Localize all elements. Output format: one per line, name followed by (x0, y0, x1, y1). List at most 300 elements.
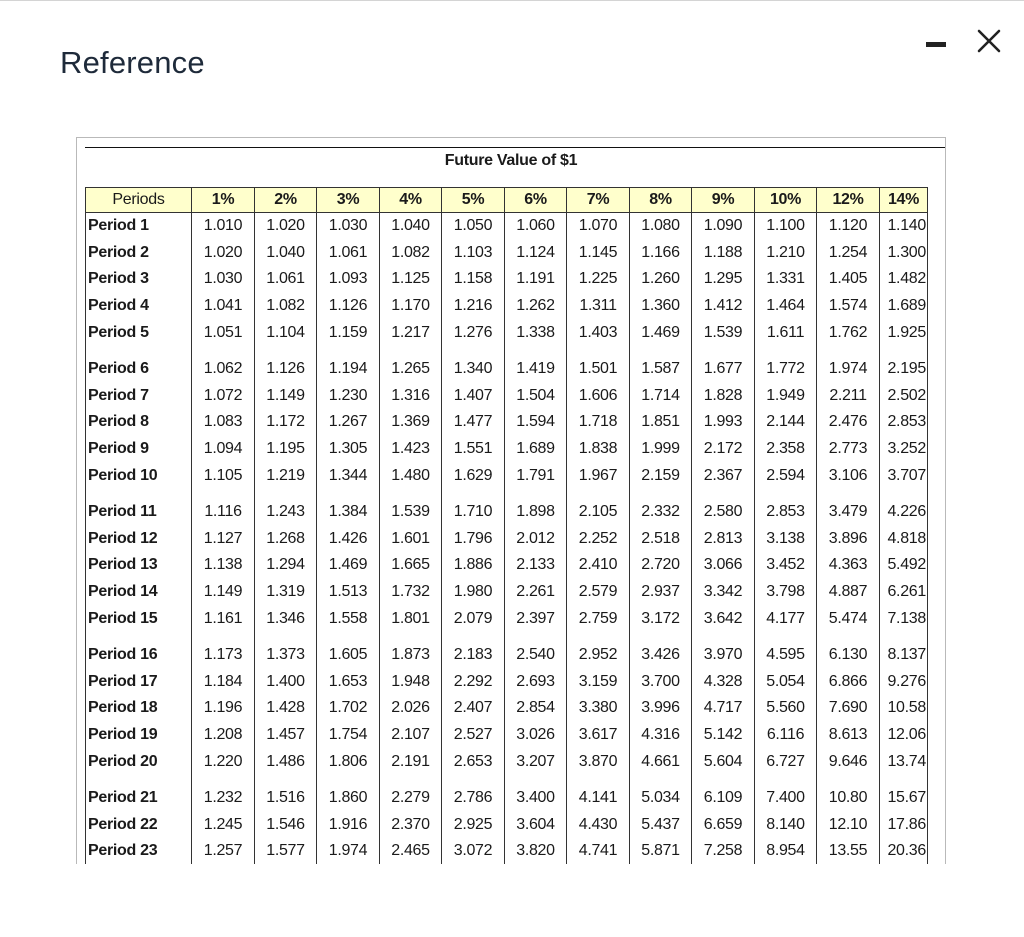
table-cell: 1.184 (192, 669, 255, 696)
table-cell: 8.137 (880, 642, 928, 669)
table-cell: 3.026 (505, 722, 567, 749)
table-cell: 2.261 (505, 579, 567, 606)
table-cell: 2.476 (817, 409, 880, 436)
table-cell: 2.813 (692, 526, 755, 553)
table-cell: 1.295 (692, 266, 755, 293)
table-cell: 1.486 (255, 748, 317, 775)
close-button[interactable] (971, 23, 1007, 59)
table-cell: 15.67 (880, 785, 928, 812)
table-cell: 1.030 (192, 266, 255, 293)
table-cell: 1.267 (317, 409, 380, 436)
table-cell: 1.030 (317, 213, 380, 240)
table-cell: 1.999 (630, 436, 692, 463)
table-cell: 3.798 (755, 579, 817, 606)
table-cell: 1.546 (255, 811, 317, 838)
table-cell: 3.138 (755, 526, 817, 553)
table-cell: 1.718 (567, 409, 630, 436)
table-cell: 1.173 (192, 642, 255, 669)
table-cell: 2.925 (442, 811, 505, 838)
table-cell: 1.093 (317, 266, 380, 293)
table-cell: 1.140 (880, 213, 928, 240)
table-cell: 1.423 (380, 436, 442, 463)
table-cell: 12.10 (817, 811, 880, 838)
rate-header: 12% (817, 188, 880, 213)
table-cell: 1.558 (317, 605, 380, 632)
table-cell: 2.292 (442, 669, 505, 696)
table-row (86, 436, 928, 463)
table-cell: 3.207 (505, 748, 567, 775)
table-row (86, 266, 928, 293)
table-cell: 2.786 (442, 785, 505, 812)
table-cell: 1.294 (255, 552, 317, 579)
table-cell: 1.161 (192, 605, 255, 632)
table-cell: 3.426 (630, 642, 692, 669)
table-cell: 10.58 (880, 695, 928, 722)
table-cell: 8.954 (755, 838, 817, 864)
period-label: Period 12 (86, 526, 192, 553)
minimize-button[interactable] (918, 23, 954, 59)
table-cell: 3.479 (817, 499, 880, 526)
reference-image-frame[interactable] (76, 137, 946, 864)
rate-header: 1% (192, 188, 255, 213)
table-cell: 2.370 (380, 811, 442, 838)
table-cell: 1.577 (255, 838, 317, 864)
table-cell: 7.258 (692, 838, 755, 864)
table-cell: 5.437 (630, 811, 692, 838)
table-cell: 2.518 (630, 526, 692, 553)
table-row (86, 552, 928, 579)
table-cell: 1.949 (755, 383, 817, 410)
table-cell: 1.539 (692, 319, 755, 346)
table-cell: 8.140 (755, 811, 817, 838)
table-row (86, 240, 928, 267)
table-cell: 2.853 (755, 499, 817, 526)
table-cell: 3.106 (817, 462, 880, 489)
table-cell: 1.513 (317, 579, 380, 606)
table-cell: 1.126 (317, 293, 380, 320)
table-cell: 6.866 (817, 669, 880, 696)
group-spacer (86, 346, 928, 356)
table-cell: 7.400 (755, 785, 817, 812)
table-cell: 4.818 (880, 526, 928, 553)
table-cell: 1.100 (755, 213, 817, 240)
table-cell: 1.801 (380, 605, 442, 632)
table-cell: 1.061 (255, 266, 317, 293)
table-cell: 1.551 (442, 436, 505, 463)
table-cell: 2.854 (505, 695, 567, 722)
table-top-rule (85, 147, 945, 148)
table-cell: 1.925 (880, 319, 928, 346)
period-label: Period 3 (86, 266, 192, 293)
table-cell: 2.012 (505, 526, 567, 553)
table-cell: 1.316 (380, 383, 442, 410)
table-cell: 2.502 (880, 383, 928, 410)
table-cell: 4.595 (755, 642, 817, 669)
period-label: Period 23 (86, 838, 192, 864)
table-cell: 1.948 (380, 669, 442, 696)
table-title: Future Value of $1 (444, 152, 578, 169)
table-cell: 2.580 (692, 499, 755, 526)
table-header-row (86, 188, 928, 213)
table-cell: 1.191 (505, 266, 567, 293)
table-row (86, 409, 928, 436)
table-row (86, 748, 928, 775)
period-label: Period 7 (86, 383, 192, 410)
period-label: Period 21 (86, 785, 192, 812)
table-cell: 6.659 (692, 811, 755, 838)
table-cell: 1.419 (505, 356, 567, 383)
table-cell: 1.051 (192, 319, 255, 346)
table-cell: 2.465 (380, 838, 442, 864)
period-label: Period 18 (86, 695, 192, 722)
table-row (86, 356, 928, 383)
table-cell: 2.952 (567, 642, 630, 669)
table-cell: 4.177 (755, 605, 817, 632)
table-cell: 20.36 (880, 838, 928, 864)
table-cell: 2.527 (442, 722, 505, 749)
table-cell: 2.720 (630, 552, 692, 579)
table-cell: 1.083 (192, 409, 255, 436)
table-cell: 1.974 (817, 356, 880, 383)
table-cell: 2.358 (755, 436, 817, 463)
table-cell: 1.104 (255, 319, 317, 346)
table-row (86, 695, 928, 722)
table-cell: 13.55 (817, 838, 880, 864)
table-cell: 2.105 (567, 499, 630, 526)
close-icon (977, 29, 1001, 53)
table-row (86, 811, 928, 838)
table-cell: 1.138 (192, 552, 255, 579)
period-label: Period 15 (86, 605, 192, 632)
table-cell: 2.579 (567, 579, 630, 606)
table-cell: 5.492 (880, 552, 928, 579)
table-row (86, 383, 928, 410)
table-cell: 1.217 (380, 319, 442, 346)
period-label: Period 11 (86, 499, 192, 526)
table-cell: 1.094 (192, 436, 255, 463)
table-cell: 2.853 (880, 409, 928, 436)
table-cell: 1.980 (442, 579, 505, 606)
table-cell: 1.220 (192, 748, 255, 775)
table-cell: 1.311 (567, 293, 630, 320)
period-label: Period 5 (86, 319, 192, 346)
table-cell: 2.693 (505, 669, 567, 696)
table-cell: 1.225 (567, 266, 630, 293)
table-cell: 5.054 (755, 669, 817, 696)
table-cell: 2.133 (505, 552, 567, 579)
table-cell: 1.124 (505, 240, 567, 267)
table-cell: 2.079 (442, 605, 505, 632)
table-cell: 1.407 (442, 383, 505, 410)
table-cell: 1.916 (317, 811, 380, 838)
table-cell: 1.594 (505, 409, 567, 436)
rate-header: 6% (505, 188, 567, 213)
table-cell: 1.665 (380, 552, 442, 579)
table-cell: 1.873 (380, 642, 442, 669)
table-cell: 4.226 (880, 499, 928, 526)
table-cell: 3.642 (692, 605, 755, 632)
table-cell: 4.430 (567, 811, 630, 838)
table-cell: 1.714 (630, 383, 692, 410)
rate-header: 9% (692, 188, 755, 213)
table-row (86, 319, 928, 346)
table-cell: 2.279 (380, 785, 442, 812)
table-cell: 1.159 (317, 319, 380, 346)
table-cell: 3.996 (630, 695, 692, 722)
table-cell: 1.040 (255, 240, 317, 267)
table-cell: 1.574 (817, 293, 880, 320)
table-cell: 10.80 (817, 785, 880, 812)
table-cell: 1.195 (255, 436, 317, 463)
table-cell: 1.860 (317, 785, 380, 812)
table-cell: 8.613 (817, 722, 880, 749)
table-row (86, 213, 928, 240)
table-row (86, 838, 928, 864)
period-label: Period 16 (86, 642, 192, 669)
table-cell: 6.261 (880, 579, 928, 606)
table-cell: 2.937 (630, 579, 692, 606)
table-cell: 1.125 (380, 266, 442, 293)
table-cell: 1.611 (755, 319, 817, 346)
table-cell: 1.710 (442, 499, 505, 526)
table-cell: 1.305 (317, 436, 380, 463)
table-cell: 1.070 (567, 213, 630, 240)
rate-header: 10% (755, 188, 817, 213)
table-cell: 2.773 (817, 436, 880, 463)
table-cell: 5.474 (817, 605, 880, 632)
group-spacer (86, 489, 928, 499)
table-cell: 2.026 (380, 695, 442, 722)
table-cell: 1.210 (755, 240, 817, 267)
table-cell: 2.191 (380, 748, 442, 775)
minimize-icon (926, 42, 946, 47)
table-cell: 1.149 (192, 579, 255, 606)
table-cell: 2.540 (505, 642, 567, 669)
table-cell: 6.727 (755, 748, 817, 775)
table-cell: 2.159 (630, 462, 692, 489)
table-cell: 4.717 (692, 695, 755, 722)
table-cell: 17.86 (880, 811, 928, 838)
table-cell: 1.061 (317, 240, 380, 267)
table-cell: 1.216 (442, 293, 505, 320)
table-cell: 1.677 (692, 356, 755, 383)
table-cell: 1.103 (442, 240, 505, 267)
table-cell: 6.109 (692, 785, 755, 812)
group-spacer (86, 775, 928, 785)
table-cell: 2.367 (692, 462, 755, 489)
table-row (86, 642, 928, 669)
table-cell: 1.851 (630, 409, 692, 436)
table-row (86, 462, 928, 489)
table-cell: 2.407 (442, 695, 505, 722)
table-cell: 7.138 (880, 605, 928, 632)
table-cell: 9.646 (817, 748, 880, 775)
table-cell: 1.344 (317, 462, 380, 489)
table-cell: 3.342 (692, 579, 755, 606)
table-cell: 1.219 (255, 462, 317, 489)
table-cell: 1.082 (380, 240, 442, 267)
period-label: Period 6 (86, 356, 192, 383)
table-cell: 1.806 (317, 748, 380, 775)
table-cell: 1.477 (442, 409, 505, 436)
table-cell: 1.967 (567, 462, 630, 489)
table-cell: 2.144 (755, 409, 817, 436)
table-cell: 1.384 (317, 499, 380, 526)
table-cell: 1.605 (317, 642, 380, 669)
table-cell: 1.020 (192, 240, 255, 267)
table-cell: 1.501 (567, 356, 630, 383)
table-cell: 4.741 (567, 838, 630, 864)
table-cell: 2.211 (817, 383, 880, 410)
table-row (86, 499, 928, 526)
table-cell: 1.469 (630, 319, 692, 346)
table-cell: 1.172 (255, 409, 317, 436)
table-cell: 2.183 (442, 642, 505, 669)
period-label: Period 4 (86, 293, 192, 320)
periods-header: Periods (86, 188, 192, 213)
table-cell: 1.796 (442, 526, 505, 553)
table-cell: 1.010 (192, 213, 255, 240)
table-cell: 3.820 (505, 838, 567, 864)
table-cell: 1.974 (317, 838, 380, 864)
table-cell: 3.896 (817, 526, 880, 553)
rate-header: 5% (442, 188, 505, 213)
table-cell: 3.380 (567, 695, 630, 722)
table-cell: 4.328 (692, 669, 755, 696)
table-cell: 1.116 (192, 499, 255, 526)
table-cell: 1.145 (567, 240, 630, 267)
table-row (86, 722, 928, 749)
table-cell: 1.373 (255, 642, 317, 669)
period-label: Period 22 (86, 811, 192, 838)
table-cell: 1.464 (755, 293, 817, 320)
period-label: Period 2 (86, 240, 192, 267)
period-label: Period 14 (86, 579, 192, 606)
table-cell: 1.702 (317, 695, 380, 722)
table-cell: 3.159 (567, 669, 630, 696)
table-cell: 3.707 (880, 462, 928, 489)
rate-header: 4% (380, 188, 442, 213)
period-label: Period 20 (86, 748, 192, 775)
table-cell: 1.232 (192, 785, 255, 812)
table-cell: 1.762 (817, 319, 880, 346)
table-cell: 2.759 (567, 605, 630, 632)
table-cell: 1.170 (380, 293, 442, 320)
table-cell: 1.772 (755, 356, 817, 383)
table-cell: 3.252 (880, 436, 928, 463)
table-cell: 2.594 (755, 462, 817, 489)
table-row (86, 669, 928, 696)
table-cell: 1.082 (255, 293, 317, 320)
table-cell: 1.262 (505, 293, 567, 320)
table-cell: 5.871 (630, 838, 692, 864)
table-cell: 1.208 (192, 722, 255, 749)
table-cell: 1.060 (505, 213, 567, 240)
table-cell: 1.539 (380, 499, 442, 526)
table-cell: 1.050 (442, 213, 505, 240)
table-cell: 1.265 (380, 356, 442, 383)
table-cell: 1.158 (442, 266, 505, 293)
table-cell: 12.06 (880, 722, 928, 749)
table-cell: 1.426 (317, 526, 380, 553)
table-cell: 3.870 (567, 748, 630, 775)
table-cell: 1.428 (255, 695, 317, 722)
table-cell: 1.403 (567, 319, 630, 346)
table-cell: 1.886 (442, 552, 505, 579)
table-cell: 1.188 (692, 240, 755, 267)
table-cell: 1.516 (255, 785, 317, 812)
table-cell: 7.690 (817, 695, 880, 722)
table-cell: 5.034 (630, 785, 692, 812)
table-row (86, 579, 928, 606)
period-label: Period 13 (86, 552, 192, 579)
period-label: Period 9 (86, 436, 192, 463)
table-cell: 3.452 (755, 552, 817, 579)
table-cell: 4.316 (630, 722, 692, 749)
table-cell: 3.970 (692, 642, 755, 669)
table-cell: 1.040 (380, 213, 442, 240)
table-cell: 1.276 (442, 319, 505, 346)
table-cell: 1.105 (192, 462, 255, 489)
table-cell: 3.072 (442, 838, 505, 864)
table-cell: 1.412 (692, 293, 755, 320)
table-cell: 1.898 (505, 499, 567, 526)
table-cell: 1.732 (380, 579, 442, 606)
future-value-table (85, 187, 928, 864)
table-cell: 13.74 (880, 748, 928, 775)
rate-header: 3% (317, 188, 380, 213)
table-cell: 1.020 (255, 213, 317, 240)
table-cell: 2.332 (630, 499, 692, 526)
table-cell: 4.141 (567, 785, 630, 812)
table-cell: 1.254 (817, 240, 880, 267)
table-cell: 1.346 (255, 605, 317, 632)
table-cell: 2.410 (567, 552, 630, 579)
table-cell: 1.400 (255, 669, 317, 696)
table-cell: 1.149 (255, 383, 317, 410)
period-label: Period 10 (86, 462, 192, 489)
table-cell: 3.617 (567, 722, 630, 749)
table-cell: 1.243 (255, 499, 317, 526)
rate-header: 2% (255, 188, 317, 213)
table-cell: 1.230 (317, 383, 380, 410)
table-cell: 1.268 (255, 526, 317, 553)
rate-header: 8% (630, 188, 692, 213)
table-cell: 3.700 (630, 669, 692, 696)
table-cell: 1.340 (442, 356, 505, 383)
table-cell: 2.397 (505, 605, 567, 632)
table-cell: 1.838 (567, 436, 630, 463)
period-label: Period 17 (86, 669, 192, 696)
period-label: Period 1 (86, 213, 192, 240)
table-cell: 2.172 (692, 436, 755, 463)
table-cell: 1.127 (192, 526, 255, 553)
table-row (86, 785, 928, 812)
table-cell: 2.195 (880, 356, 928, 383)
table-cell: 1.791 (505, 462, 567, 489)
table-cell: 1.360 (630, 293, 692, 320)
table-cell: 2.653 (442, 748, 505, 775)
table-cell: 1.993 (692, 409, 755, 436)
table-cell: 1.126 (255, 356, 317, 383)
table-row (86, 526, 928, 553)
table-cell: 5.604 (692, 748, 755, 775)
group-spacer (86, 632, 928, 642)
table-cell: 1.689 (880, 293, 928, 320)
table-cell: 1.754 (317, 722, 380, 749)
modal-title: Reference (60, 45, 205, 80)
rate-header: 7% (567, 188, 630, 213)
